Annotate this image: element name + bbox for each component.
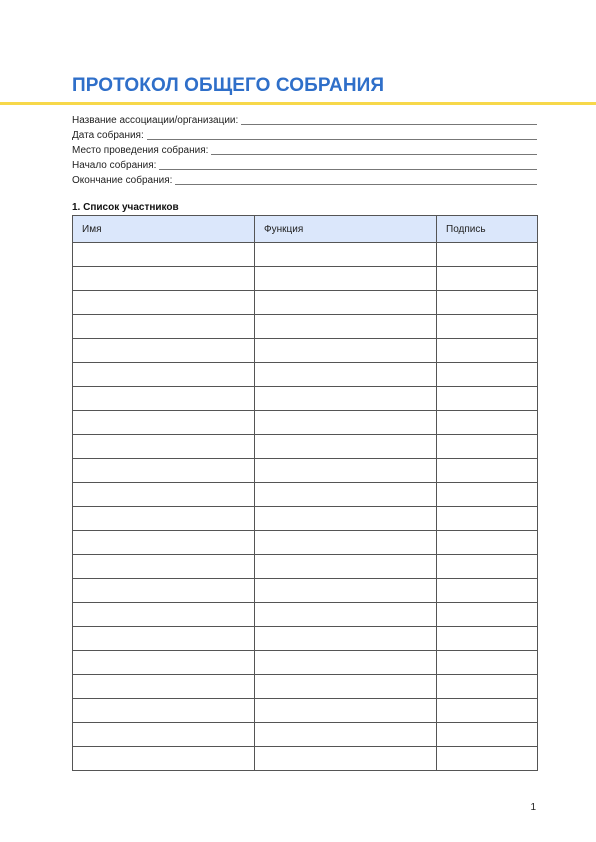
column-header-function: Функция xyxy=(255,216,437,243)
function-cell[interactable] xyxy=(255,459,437,483)
signature-cell[interactable] xyxy=(437,675,538,699)
function-cell[interactable] xyxy=(255,291,437,315)
name-cell[interactable] xyxy=(73,411,255,435)
signature-cell[interactable] xyxy=(437,291,538,315)
name-cell[interactable] xyxy=(73,507,255,531)
table-row xyxy=(73,651,538,675)
signature-cell[interactable] xyxy=(437,411,538,435)
name-cell[interactable] xyxy=(73,339,255,363)
table-row xyxy=(73,363,538,387)
page-title: ПРОТОКОЛ ОБЩЕГО СОБРАНИЯ xyxy=(72,75,385,96)
table-row xyxy=(73,747,538,771)
function-cell[interactable] xyxy=(255,603,437,627)
function-cell[interactable] xyxy=(255,555,437,579)
table-row xyxy=(73,411,538,435)
function-cell[interactable] xyxy=(255,531,437,555)
table-row xyxy=(73,459,538,483)
signature-cell[interactable] xyxy=(437,627,538,651)
signature-cell[interactable] xyxy=(437,603,538,627)
signature-cell[interactable] xyxy=(437,363,538,387)
name-cell[interactable] xyxy=(73,675,255,699)
function-cell[interactable] xyxy=(255,699,437,723)
signature-cell[interactable] xyxy=(437,651,538,675)
function-cell[interactable] xyxy=(255,363,437,387)
table-row xyxy=(73,627,538,651)
function-cell[interactable] xyxy=(255,339,437,363)
signature-cell[interactable] xyxy=(437,387,538,411)
function-cell[interactable] xyxy=(255,723,437,747)
table-row xyxy=(73,315,538,339)
name-cell[interactable] xyxy=(73,627,255,651)
meeting-info-fields xyxy=(72,112,537,187)
column-header-signature: Подпись xyxy=(437,216,538,243)
signature-cell[interactable] xyxy=(437,459,538,483)
signature-cell[interactable] xyxy=(437,507,538,531)
table-row xyxy=(73,483,538,507)
field-label: Дата собрания: xyxy=(72,130,144,141)
table-row xyxy=(73,723,538,747)
name-cell[interactable] xyxy=(73,651,255,675)
function-cell[interactable] xyxy=(255,435,437,459)
table-row xyxy=(73,291,538,315)
field-meeting-end xyxy=(72,172,537,187)
function-cell[interactable] xyxy=(255,579,437,603)
column-header-name: Имя xyxy=(73,216,255,243)
table-row xyxy=(73,387,538,411)
function-cell[interactable] xyxy=(255,483,437,507)
function-cell[interactable] xyxy=(255,243,437,267)
table-row xyxy=(73,555,538,579)
field-label: Окончание собрания: xyxy=(72,175,173,186)
field-meeting-start xyxy=(72,157,537,172)
function-cell[interactable] xyxy=(255,651,437,675)
field-label: Название ассоциации/организации: xyxy=(72,115,239,126)
function-cell[interactable] xyxy=(255,411,437,435)
name-cell[interactable] xyxy=(73,435,255,459)
signature-cell[interactable] xyxy=(437,531,538,555)
name-cell[interactable] xyxy=(73,387,255,411)
field-label: Начало собрания: xyxy=(72,160,157,171)
name-cell[interactable] xyxy=(73,267,255,291)
field-organization-name xyxy=(72,112,537,127)
function-cell[interactable] xyxy=(255,387,437,411)
table-row xyxy=(73,675,538,699)
function-cell[interactable] xyxy=(255,627,437,651)
name-cell[interactable] xyxy=(73,243,255,267)
field-meeting-place xyxy=(72,142,537,157)
fill-in-line[interactable] xyxy=(159,169,537,170)
field-label: Место проведения собрания: xyxy=(72,145,209,156)
name-cell[interactable] xyxy=(73,459,255,483)
table-row xyxy=(73,603,538,627)
participants-section-title: 1. Список участников xyxy=(72,202,179,213)
page-number: 1 xyxy=(530,802,536,813)
name-cell[interactable] xyxy=(73,483,255,507)
table-row xyxy=(73,243,538,267)
table-row xyxy=(73,267,538,291)
name-cell[interactable] xyxy=(73,579,255,603)
function-cell[interactable] xyxy=(255,675,437,699)
name-cell[interactable] xyxy=(73,603,255,627)
name-cell[interactable] xyxy=(73,699,255,723)
fill-in-line[interactable] xyxy=(147,139,537,140)
table-row xyxy=(73,579,538,603)
participants-table xyxy=(72,215,538,771)
signature-cell[interactable] xyxy=(437,723,538,747)
fill-in-line[interactable] xyxy=(211,154,537,155)
table-row xyxy=(73,339,538,363)
signature-cell[interactable] xyxy=(437,435,538,459)
signature-cell[interactable] xyxy=(437,579,538,603)
function-cell[interactable] xyxy=(255,315,437,339)
table-row xyxy=(73,531,538,555)
table-row xyxy=(73,435,538,459)
signature-cell[interactable] xyxy=(437,315,538,339)
signature-cell[interactable] xyxy=(437,267,538,291)
function-cell[interactable] xyxy=(255,267,437,291)
name-cell[interactable] xyxy=(73,723,255,747)
fill-in-line[interactable] xyxy=(175,184,537,185)
signature-cell[interactable] xyxy=(437,339,538,363)
name-cell[interactable] xyxy=(73,531,255,555)
name-cell[interactable] xyxy=(73,363,255,387)
field-meeting-date xyxy=(72,127,537,142)
function-cell[interactable] xyxy=(255,747,437,771)
signature-cell[interactable] xyxy=(437,747,538,771)
name-cell[interactable] xyxy=(73,555,255,579)
signature-cell[interactable] xyxy=(437,483,538,507)
signature-cell[interactable] xyxy=(437,243,538,267)
table-row xyxy=(73,507,538,531)
name-cell[interactable] xyxy=(73,315,255,339)
name-cell[interactable] xyxy=(73,747,255,771)
name-cell[interactable] xyxy=(73,291,255,315)
signature-cell[interactable] xyxy=(437,555,538,579)
signature-cell[interactable] xyxy=(437,699,538,723)
function-cell[interactable] xyxy=(255,507,437,531)
table-header-row xyxy=(73,216,538,243)
participants-table-body xyxy=(73,243,538,771)
table-row xyxy=(73,699,538,723)
accent-rule xyxy=(0,102,596,105)
fill-in-line[interactable] xyxy=(241,124,537,125)
